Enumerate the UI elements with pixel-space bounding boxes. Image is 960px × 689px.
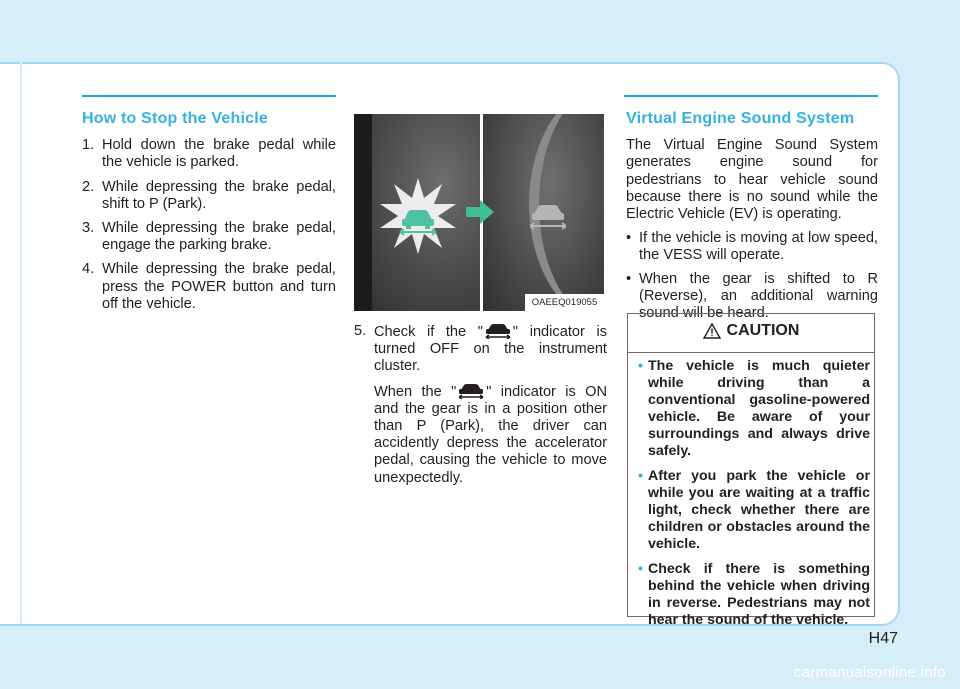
caution-item [638,358,870,460]
caution-item [638,468,870,553]
bullet-dot: • [626,270,632,287]
step-5 [354,323,607,487]
car-ready-icon [458,383,484,399]
step-item [82,137,336,171]
step-text: While depressing the brake pedal, engage the parking brake. [102,220,336,254]
bullet-text: If the vehicle is moving at low speed, the VESS will operate. [639,230,878,264]
caution-text: Check if there is something behind the vehicle when driving in reverse. Pedestrians may not hear the sound of the vehicle. [648,561,870,628]
bullet-dot: • [638,561,643,577]
car-ready-icon [485,323,511,339]
bullet-dot: • [626,230,632,247]
vess-bullets [626,230,878,322]
caution-header [628,314,874,348]
caution-list [638,358,870,637]
step-text: While depressing the brake pedal, press the POWER button and turn off the vehicle. [102,261,336,312]
step-number: 4. [82,261,95,278]
step-5-text-after: " indicator is turned OFF on the instrument cluster. [374,324,607,375]
page-number: H47 [868,630,898,647]
bullet-dot: • [638,468,643,484]
step-item [82,220,336,254]
step-item [82,261,336,313]
caution-text: After you park the vehicle or while you are waiting at a traffic light, check whether there are children or obstacles around the vehicle. [648,468,870,552]
photo-code-label: OAEEQ019055 [525,294,604,311]
vess-intro: The Virtual Engine Sound System generates engine sound for pedestrians to hear vehicle sound because there is no sound while the Electric Vehicle (EV) is operating. [626,137,878,223]
step-number: 3. [82,220,95,237]
step-text: While depressing the brake pedal, shift to P (Park). [102,178,336,212]
photo-bezel [354,114,372,311]
stop-steps-list [82,137,336,313]
caution-box [627,313,875,628]
right-column-rule [624,95,878,97]
stop-vehicle-heading: How to Stop the Vehicle [82,110,268,127]
caution-item [638,561,870,629]
caution-divider [628,352,874,353]
step-5-note-before: When the " [374,383,457,400]
caution-text: The vehicle is much quieter while driving than a conventional gasoline-powered vehicle. Be aware of your surroundings and always drive safely. [648,358,870,459]
right-column [626,104,878,328]
step-5-text [374,323,607,376]
bullet-dot: • [638,358,643,374]
arrow-right-icon [466,200,494,224]
step-5-note [374,383,607,487]
middle-column [354,104,607,494]
bullet-text: When the gear is shifted to R (Reverse), an additional warning sound will be heard. [639,270,878,322]
indicator-glow-burst-icon [378,176,458,256]
car-ready-off-icon [530,202,566,232]
step-number: 2. [82,178,95,195]
caution-title: CAUTION [726,322,800,339]
left-column [82,104,336,320]
page-margin-rule [20,62,22,624]
vess-heading: Virtual Engine Sound System [626,110,855,127]
warning-triangle-icon [703,323,721,339]
instrument-cluster-photo [354,114,604,311]
bullet-item [626,230,878,264]
step-number: 1. [82,137,95,154]
step-text: Hold down the brake pedal while the vehicle is parked. [102,137,336,171]
step-5-note-after: " indicator is ON and the gear is in a position other than P (Park), the driver can accidently depress the accelerator pedal, causing the vehicle to move unexpectedly. [374,383,608,486]
watermark: carmanualsonline.info [793,664,946,681]
left-column-rule [82,95,336,97]
step-number: 5. [354,323,367,339]
step-5-text-before: Check if the " [374,324,483,340]
step-item [82,179,336,213]
